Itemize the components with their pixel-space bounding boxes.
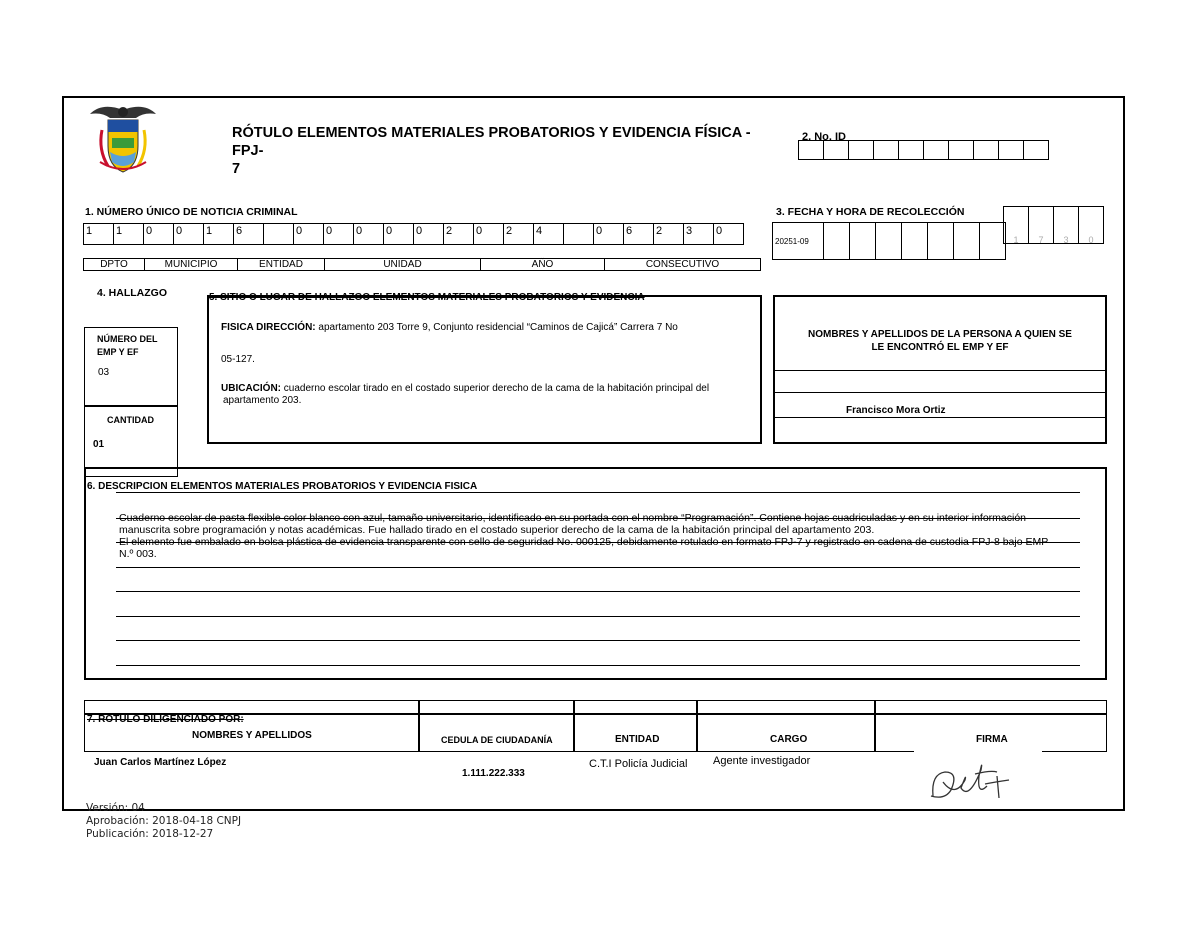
noticia-digit-cells[interactable]	[84, 223, 744, 245]
rotulo-table	[84, 700, 1107, 752]
numero-emp-label: NÚMERO DEL EMP Y EF	[97, 334, 158, 357]
persona-divider-2	[773, 392, 1107, 393]
fecha-time-digit[interactable]: 3	[1053, 206, 1079, 244]
direccion-line: FISICA DIRECCIÓN: apartamento 203 Torre 9, Conjunto residencial “Caminos de Cajicá” Carrera 7 No	[221, 322, 678, 333]
colombia-coat-of-arms-icon	[88, 100, 158, 176]
noticia-digit-cell[interactable]: 0	[293, 223, 324, 245]
fecha-time-digit[interactable]: 0	[1078, 206, 1104, 244]
noticia-digit-cell[interactable]: 2	[503, 223, 534, 245]
fecha-date-cells[interactable]	[773, 222, 1006, 260]
persona-divider-1	[773, 370, 1107, 371]
no-id-cells[interactable]	[799, 140, 1049, 160]
no-id-label: 2. No. ID	[802, 131, 847, 143]
noticia-digit-cell[interactable]: 4	[533, 223, 564, 245]
ubicacion-line: UBICACIÓN: cuaderno escolar tirado en el costado superior derecho de la cama de la habitación principal del	[221, 383, 710, 394]
fecha-date-value: 20251-09	[772, 222, 824, 260]
descripcion-box	[84, 467, 1107, 680]
numero-emp-value: 03	[98, 367, 110, 378]
hallazgo-label: 4. HALLAZGO	[97, 287, 167, 299]
legend-entidad: ENTIDAD	[237, 258, 325, 271]
noticia-digit-cell[interactable]: 0	[353, 223, 384, 245]
rotulo-entidad: C.T.I Policía Judicial	[589, 758, 688, 770]
rotulo-label: 7. ROTULO DILIGENCIADO POR:	[87, 714, 244, 725]
noticia-digit-cell[interactable]: 2	[653, 223, 684, 245]
legend-ano: AÑO	[480, 258, 605, 271]
legend-dpto: DPTO	[83, 258, 145, 271]
noticia-digit-cell[interactable]: 0	[473, 223, 504, 245]
noticia-digit-cell[interactable]: 6	[233, 223, 264, 245]
cantidad-value: 01	[93, 439, 105, 450]
rotulo-cedula: 1.111.222.333	[462, 768, 525, 779]
noticia-digit-cell[interactable]: 1	[203, 223, 234, 245]
persona-label: NOMBRES Y APELLIDOS DE LA PERSONA A QUIEN SE LE ENCONTRÓ EL EMP Y EF	[808, 329, 1072, 353]
noticia-label: 1. NÚMERO ÚNICO DE NOTICIA CRIMINAL	[85, 206, 298, 218]
noticia-digit-cell[interactable]: 0	[173, 223, 204, 245]
descripcion-text: Cuaderno escolar de pasta flexible color blanco con azul, tamaño universitario, identificado en su portada con el nombre “Programación”. Contiene hojas cuadriculadas y en su interior información manuscrita sobre programación y notas académicas. Fue hallado tirado en el costado superior derecho de la cama de la habitación principal del apartamento 203. El elemento fue embalado en bolsa plástica de evidencia transparente con sello de seguridad No. 000125, debidamente rotulado en formato FPJ-7 y registrado en cadena de custodia FPJ-8 bajo EMP N.º 003.	[119, 512, 1049, 560]
sitio-box	[207, 295, 762, 444]
descripcion-rule-6	[116, 616, 1080, 617]
noticia-digit-cell[interactable]: 1	[113, 223, 144, 245]
noticia-digit-cell[interactable]: 0	[413, 223, 444, 245]
descripcion-rule-4	[116, 567, 1080, 568]
fecha-time-cells[interactable]	[1004, 206, 1104, 244]
noticia-digit-cell[interactable]: 6	[623, 223, 654, 245]
persona-name: Francisco Mora Ortiz	[846, 405, 946, 416]
noticia-digit-cell[interactable]	[263, 223, 294, 245]
signature-icon	[925, 752, 1015, 809]
col-entidad: ENTIDAD	[615, 734, 660, 745]
noticia-digit-cell[interactable]: 0	[593, 223, 624, 245]
noticia-digit-cell[interactable]: 0	[323, 223, 354, 245]
noticia-digit-cell[interactable]: 0	[713, 223, 744, 245]
direccion-line-2: 05-127.	[221, 354, 255, 365]
form-title: RÓTULO ELEMENTOS MATERIALES PROBATORIOS Y EVIDENCIA FÍSICA - FPJ- 7	[232, 125, 751, 177]
legend-unidad: UNIDAD	[324, 258, 481, 271]
noticia-digit-cell[interactable]: 0	[383, 223, 414, 245]
noticia-legend	[84, 258, 761, 271]
hallazgo-divider	[84, 405, 178, 407]
descripcion-label: 6. DESCRIPCION ELEMENTOS MATERIALES PROBATORIOS Y EVIDENCIA FISICA	[87, 481, 478, 492]
noticia-digit-cell[interactable]: 2	[443, 223, 474, 245]
descripcion-rule-5	[116, 591, 1080, 592]
rotulo-cargo: Agente investigador	[713, 755, 811, 767]
noticia-digit-cell[interactable]: 1	[83, 223, 114, 245]
fecha-label: 3. FECHA Y HORA DE RECOLECCIÓN	[776, 206, 965, 218]
descripcion-rule-1	[116, 492, 1080, 493]
cantidad-label: CANTIDAD	[107, 415, 154, 425]
descripcion-rule-7	[116, 640, 1080, 641]
sitio-label: 5. SITIO O LUGAR DE HALLAZGO ELEMENTOS MATERIALES PROBATORIOS Y EVIDENCIA	[209, 292, 645, 303]
legend-municipio: MUNICIPIO	[144, 258, 238, 271]
noticia-digit-cell[interactable]	[563, 223, 594, 245]
rotulo-nombre: Juan Carlos Martínez López	[94, 757, 227, 768]
col-cargo: CARGO	[770, 734, 808, 745]
noticia-digit-cell[interactable]: 0	[143, 223, 174, 245]
fecha-time-digit[interactable]: 7	[1028, 206, 1054, 244]
descripcion-rule-8	[116, 665, 1080, 666]
col-firma: FIRMA	[976, 734, 1008, 745]
ubicacion-line-2: apartamento 203.	[223, 395, 302, 406]
noticia-digit-cell[interactable]: 3	[683, 223, 714, 245]
legend-consecutivo: CONSECUTIVO	[604, 258, 761, 271]
footer-info: Versión: 04 Aprobación: 2018-04-18 CNPJ Publicación: 2018-12-27	[86, 802, 242, 840]
col-nombres: NOMBRES Y APELLIDOS	[192, 730, 312, 741]
persona-divider-3	[773, 417, 1107, 418]
fecha-time-digit[interactable]: 1	[1003, 206, 1029, 244]
col-cedula: CEDULA DE CIUDADANÍA	[441, 735, 553, 745]
